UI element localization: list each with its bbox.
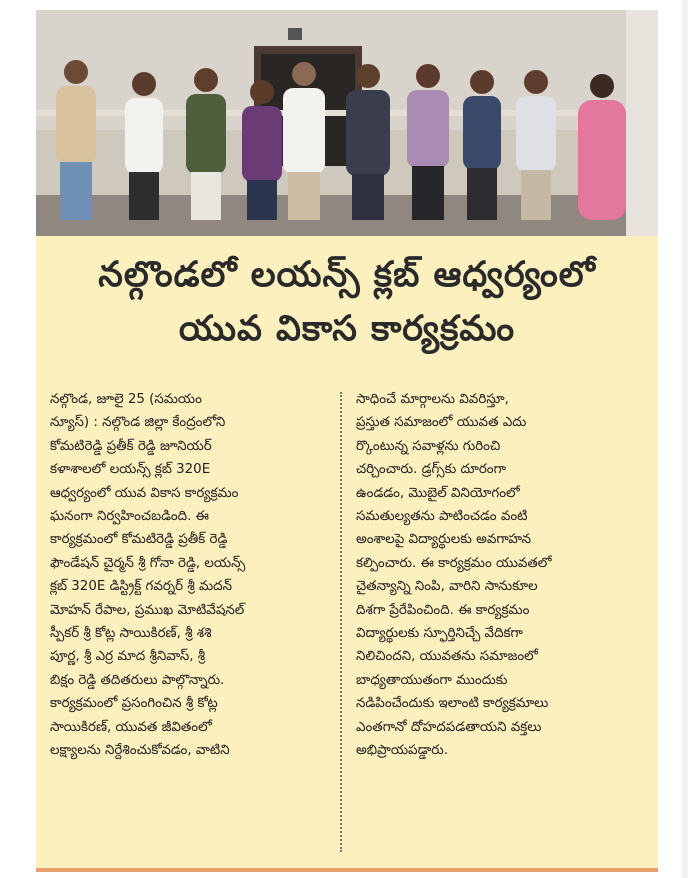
article-line: సాయికిరణ్, యువత జీవితంలో xyxy=(50,719,212,735)
group-photo xyxy=(36,10,658,236)
article-column-left xyxy=(50,388,326,763)
group-photo-illustration xyxy=(36,10,658,236)
article-line: కళాశాలలో లయన్స్ క్లబ్ 320E xyxy=(50,462,211,478)
article-line: ర్కొంటున్న సవాళ్లను గురించి xyxy=(356,438,501,454)
article-line: కోమటిరెడ్డి ప్రతీక్ రెడ్డి జూనియర్ xyxy=(50,438,212,454)
article-line: మోహన్ రేపాల, ప్రముఖ మోటివేషనల్ xyxy=(50,602,245,618)
article-line: అభిప్రాయపడ్డారు. xyxy=(356,743,449,759)
headline-line-2: యువ వికాస కార్యక్రమం xyxy=(178,309,516,349)
article-line: దిశగా ప్రేరేపించింది. ఈ కార్యక్రమం xyxy=(356,602,530,618)
article-line: నడిపించేందుకు ఇలాంటి కార్యక్రమాలు xyxy=(356,696,549,712)
article-line: స్పీకర్ శ్రీ కోట్ల సాయికిరణ్, శ్రీ శశి xyxy=(50,626,212,642)
article-line: విద్యార్థులకు స్ఫూర్తినిచ్చే వేదికగా xyxy=(356,626,523,642)
article-line: ఎంతగానో దోహదపడతాయని వక్తలు xyxy=(356,719,542,735)
article-column-right xyxy=(356,388,632,763)
article-line: న్యూస్) : నల్గొండ జిల్లా కేంద్రంలోని xyxy=(50,415,226,431)
article-line: నిలిచిందని, యువతను సమాజంలో xyxy=(356,649,538,665)
headline xyxy=(36,248,658,356)
article-line: ఘనంగా నిర్వహించబడింది. ఈ xyxy=(50,509,209,525)
news-clipping xyxy=(36,10,658,872)
article-line: కార్యక్రమంలో కోమటిరెడ్డి ప్రతీక్ రెడ్డి xyxy=(50,532,228,548)
article-line: చైతన్యాన్ని నింపి, వారిని సానుకూల xyxy=(356,579,538,595)
article-line: చర్చించారు. డ్రగ్స్‌కు దూరంగా xyxy=(356,462,506,478)
article-line: సమతుల్యతను పాటించడం వంటి xyxy=(356,509,528,525)
article-line: బాధ్యతాయుతంగా ముందుకు xyxy=(356,672,508,688)
article-line: ప్రస్తుత సమాజంలో యువత ఎదు xyxy=(356,415,527,431)
article-line: క్లబ్ 320E డిస్ట్రిక్ట్ గవర్నర్ శ్రీ మదన్ xyxy=(50,579,233,595)
article-line: అంశాలపై విద్యార్థులకు అవగాహన xyxy=(356,532,532,548)
article-line: సాధించే మార్గాలను వివరిస్తూ, xyxy=(356,392,509,407)
article-line: ఫౌండేషన్ చైర్మన్ శ్రీ గోనా రెడ్డి, లయన్స్ xyxy=(50,555,246,571)
article-line: ఆధ్వర్యంలో యువ వికాస కార్యక్రమం xyxy=(50,485,239,501)
headline-line-1: నల్గొండలో లయన్స్ క్లబ్ ఆధ్వర్యంలో xyxy=(98,255,596,295)
bottom-rule xyxy=(36,868,658,872)
article-line: లక్ష్యాలను నిర్దేశించుకోవడం, వాటిని xyxy=(50,743,230,759)
article-line: కల్పించారు. ఈ కార్యక్రమం యువతలో xyxy=(356,555,552,571)
article-line: ఉండడం, మొబైల్ వినియోగంలో xyxy=(356,485,520,501)
article-line: నల్గొండ, జూలై 25 (సమయం xyxy=(50,392,202,407)
column-divider xyxy=(340,392,342,852)
article-line: పూర్ణ, శ్రీ ఎర్ర మాద శ్రీనివాస్, శ్రీ xyxy=(50,649,206,665)
article-line: కార్యక్రమంలో ప్రసంగించిన శ్రీ కోట్ల xyxy=(50,696,218,712)
article-line: బిక్షం రెడ్డి తదితరులు పాల్గొన్నారు. xyxy=(50,672,225,688)
page-edge xyxy=(682,0,688,878)
